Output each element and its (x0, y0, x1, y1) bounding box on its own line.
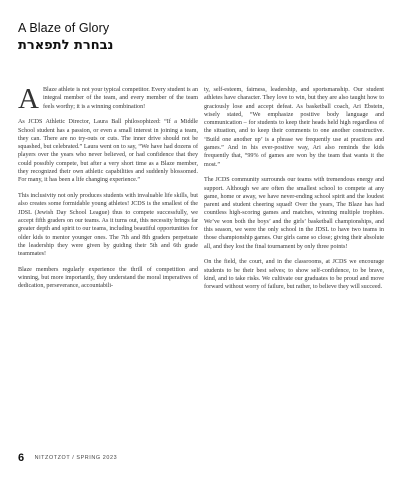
page-footer (18, 449, 117, 467)
paragraph-7: On the field, the court, and in the classrooms, at JCDS we encourage students to be their best selves; to show self-confidence, to be brave, kind, and to take risks. We cultivate our graduates to be proud and move forward without worry of failure, but rather, to believe they will succeed. (204, 259, 384, 291)
drop-cap: A (18, 83, 39, 115)
paragraph-4: Blaze members regularly experience the thrill of competition and winning, but more importantly, they understand the moral imperatives of dedication, perseverance, accountabili- (18, 266, 198, 290)
paragraph-5: ty, self-esteem, fairness, leadership, and sportsmanship. Our student athletes have character. They love to win, but they are also taught how to graciously lose and accept defeat. As basketball coach, Ari Ebstein, wisely stated, “We emphasize positive body language and communication – for students to keep their heads held high regardless of the situation, and to keep their comments to one another constructive. ‘Build one another up’ is a phrase we frequently use at practices and games.” And in his ever-positive way, Ari also reminds the kids frequently that, “99% of games are won by the team that wants it the most.” (204, 87, 384, 168)
publication-line: NITZOTZOT / SPRING 2023 (34, 454, 118, 461)
right-column (204, 86, 384, 299)
paragraph-6: The JCDS community surrounds our teams with tremendous energy and support. Although we are often the smallest school to compete at any game, home or away, we have never-ending school spirit and the loudest parent and student cheering squad! Over the years, The Blaze has had countless high-scoring games and matches, winning multiple trophies. We’ve won both the boys’ and the girls’ basketball championships, and this season, we were the only school in the JDSL to have two teams in those championship games. Our girls came so close; giving their absolute all, and they lost the final tournament by only three points! (204, 177, 384, 250)
paragraph-3: This inclusivity not only produces students with invaluable life skills, but also creates some formidable young athletes! JCDS is the smallest of the JDSL (Jewish Day School League) thus to compete successfully, we accept fifth graders on our teams. As it turns out, this necessity brings far greater depth and spirit to our teams, including beautiful opportunities for older kids to mentor younger ones. The 7th and 8th graders perpetuate the leadership they were given by guiding their 5th and 6th grade teammates! (18, 193, 198, 258)
paragraph-text: Blaze athlete is not your typical competitor. Every student is an integral member of the team, and every member of the team feels worthy; it is a winning combination! (42, 87, 198, 110)
left-column (18, 83, 198, 298)
paragraph-1 (18, 83, 198, 115)
article-title: A Blaze of Glory (18, 21, 110, 35)
paragraph-2: As JCDS Athletic Director, Laura Ball philosophized: “If a Middle School student has a passion, or even a small interest in joining a team, they can. There are no try-outs or cuts. The inner drive should not be squashed, but celebrated.” Laura went on to say, “We have had dozens of players over the years who never believed, or had confidence that they could possibly compete, but after a very short time as a Blaze member, they recognized their own athletic capabilities and suddenly blossomed. For many, it has been a life changing experience.” (18, 119, 198, 184)
page-number: 6 (18, 451, 25, 464)
article-hebrew-subtitle: נבחרת לתפארת (18, 38, 114, 53)
